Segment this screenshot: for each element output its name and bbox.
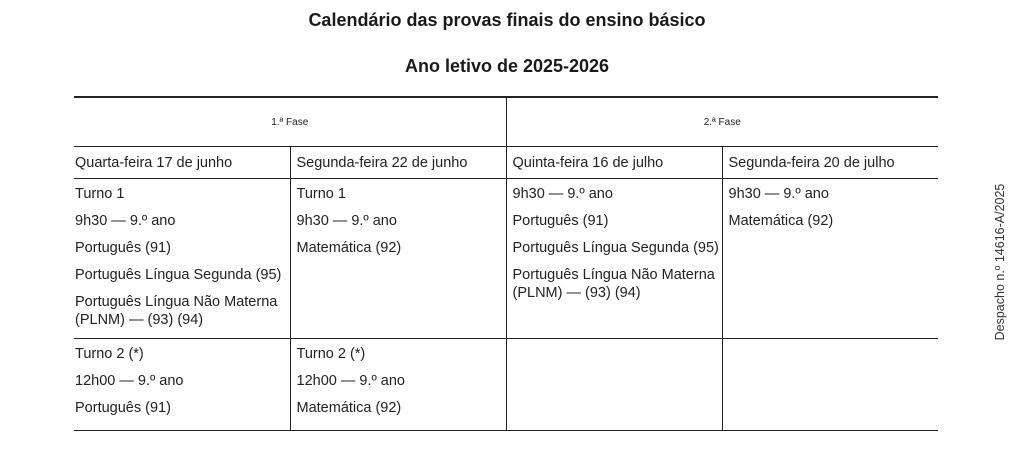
shift-label: Turno 1 <box>296 186 346 202</box>
exam-item: Português (91) <box>75 240 171 256</box>
session-cell <box>290 339 506 431</box>
page-title: Calendário das provas finais do ensino básico <box>308 10 706 30</box>
time-label: 9h30 — 9.º ano <box>75 213 176 229</box>
shift-label: Turno 2 (*) <box>296 346 366 362</box>
exam-item: Matemática (92) <box>728 213 834 229</box>
session-cell <box>722 179 938 339</box>
phase-header-row <box>74 97 938 147</box>
date-cell: Segunda-feira 22 de junho <box>290 147 506 179</box>
exam-calendar-table <box>74 96 938 431</box>
dispatch-reference: Despacho n.º 14616-A/2025 <box>993 183 1007 341</box>
date-cell: Segunda-feira 20 de julho <box>722 147 938 179</box>
time-label: 9h30 — 9.º ano <box>512 186 613 202</box>
time-label: 12h00 — 9.º ano <box>75 373 184 389</box>
empty-cell <box>722 339 938 431</box>
exam-item: Português Língua Não Materna (PLNM) — (93) (94) <box>512 267 715 301</box>
time-label: 9h30 — 9.º ano <box>728 186 829 202</box>
shift-label: Turno 1 <box>75 186 125 202</box>
session-row-2 <box>74 339 938 431</box>
shift-label: Turno 2 (*) <box>75 346 144 362</box>
session-cell <box>290 179 506 339</box>
exam-item: Matemática (92) <box>296 400 402 416</box>
exam-item: Português Língua Segunda (95) <box>512 240 719 256</box>
dates-row <box>74 147 938 179</box>
date-cell: Quinta-feira 16 de julho <box>506 147 722 179</box>
phase-1-header: 1.ª Fase <box>74 97 506 147</box>
exam-item: Português (91) <box>75 400 171 416</box>
session-cell <box>506 179 722 339</box>
phase-2-header: 2.ª Fase <box>506 97 938 147</box>
exam-item: Português Língua Não Materna (PLNM) — (93) (94) <box>75 294 278 328</box>
exam-item: Matemática (92) <box>296 240 402 256</box>
time-label: 9h30 — 9.º ano <box>296 213 397 229</box>
exam-item: Português Língua Segunda (95) <box>75 267 282 283</box>
page-subtitle: Ano letivo de 2025-2026 <box>404 56 610 76</box>
session-cell <box>74 339 290 431</box>
empty-cell <box>506 339 722 431</box>
date-cell: Quarta-feira 17 de junho <box>74 147 290 179</box>
session-row-1 <box>74 179 938 339</box>
session-cell <box>74 179 290 339</box>
time-label: 12h00 — 9.º ano <box>296 373 405 389</box>
exam-item: Português (91) <box>512 213 609 229</box>
